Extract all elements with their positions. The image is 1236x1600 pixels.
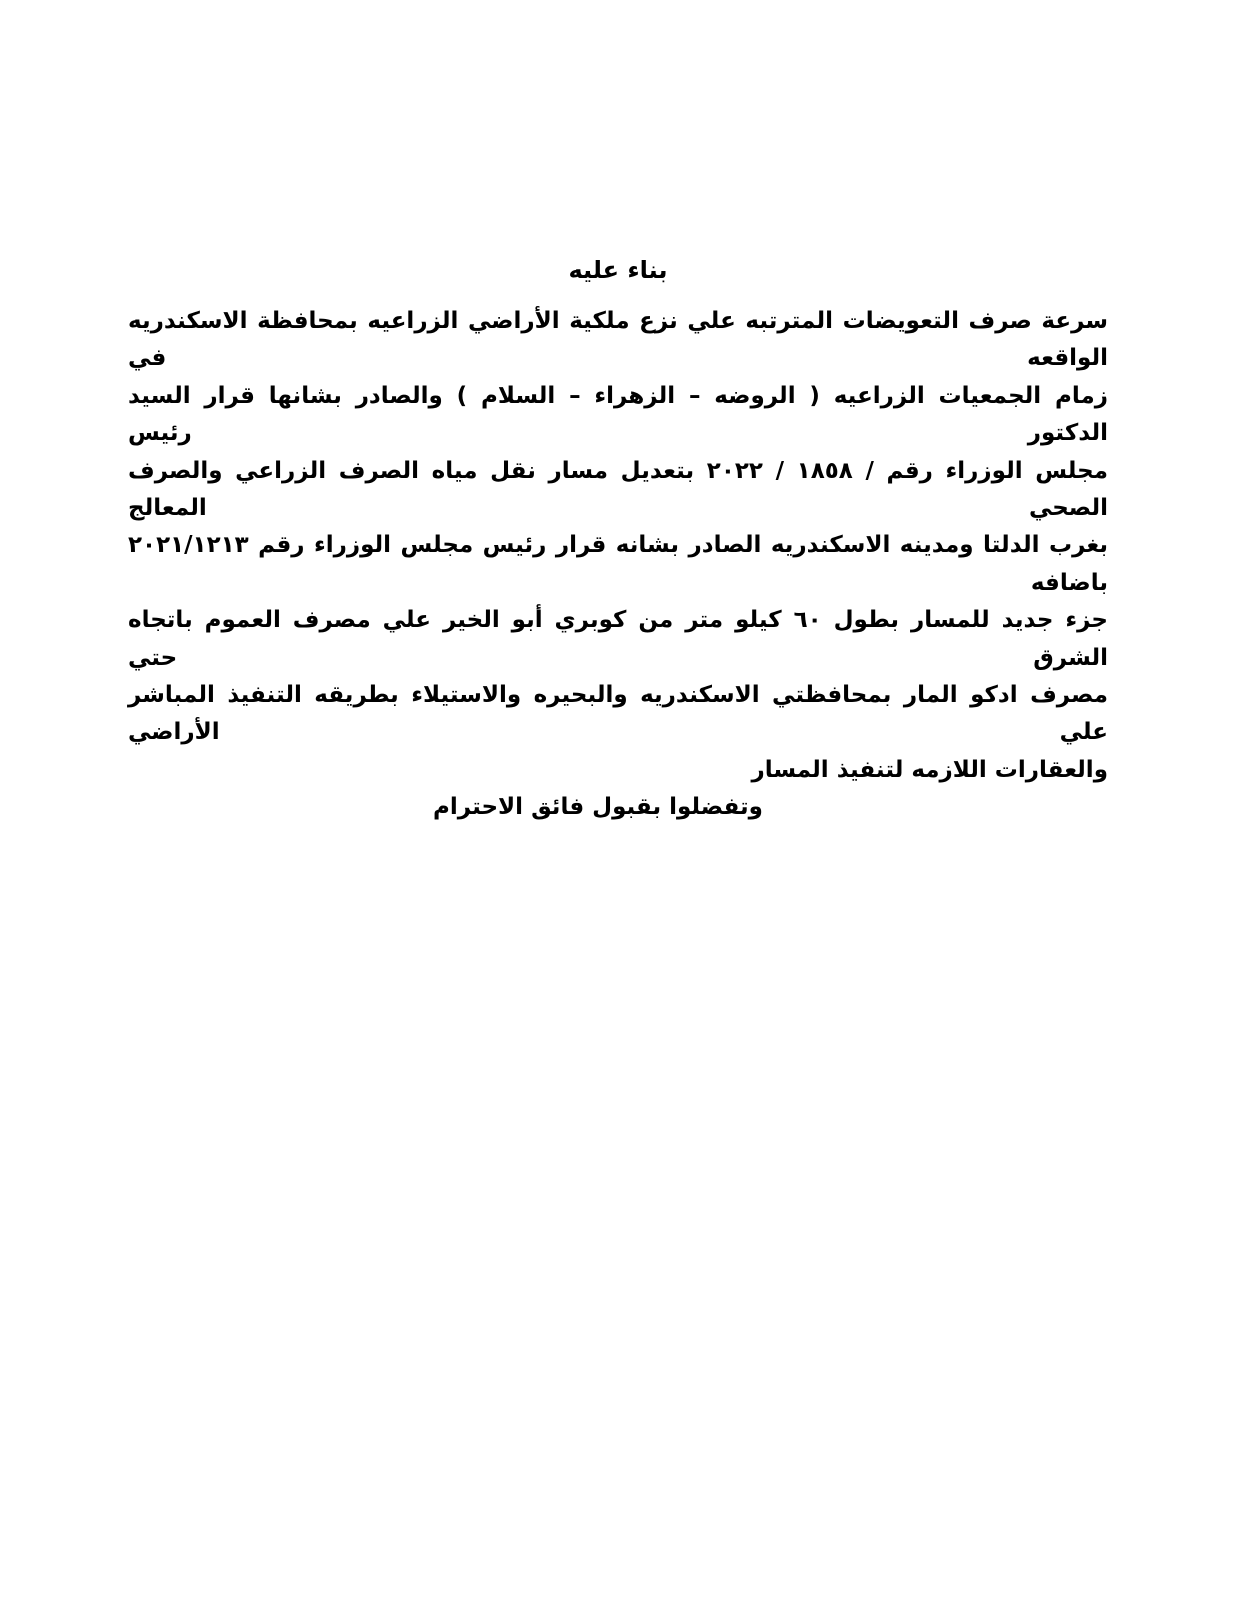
closing-salutation: وتفضلوا بقبول فائق الاحترام	[433, 794, 763, 821]
paragraph-line-4: بغرب الدلتا ومدينه الاسكندريه الصادر بشانه قرار رئيس مجلس الوزراء رقم ٢٠٢١/١٢١٣ باضافه	[128, 532, 1108, 596]
paragraph-line-5: جزء جديد للمسار بطول ٦٠ كيلو متر من كوبري أبو الخير علي مصرف العموم باتجاه الشرق حتي	[128, 607, 1108, 671]
paragraph-line-1: سرعة صرف التعويضات المترتبه علي نزع ملكية الأراضي الزراعيه بمحافظة الاسكندريه الواقعه في	[128, 308, 1108, 372]
paragraph-line-3: مجلس الوزراء رقم / ١٨٥٨ / ٢٠٢٢ بتعديل مسار نقل مياه الصرف الزراعي والصرف الصحي المعالج	[128, 457, 1108, 522]
paragraph-line-6: مصرف ادكو المار بمحافظتي الاسكندريه والبحيره والاستيلاء بطريقه التنفيذ المباشر علي الأراضي	[128, 682, 1108, 746]
paragraph-line-7: والعقارات اللازمه لتنفيذ المسار	[751, 756, 1108, 783]
document-heading: بناء عليه	[568, 256, 668, 284]
paragraph-line-2: زمام الجمعيات الزراعيه ( الروضه – الزهراء – السلام ) والصادر بشانها قرار السيد الدكتور رئيس	[128, 382, 1108, 447]
document-body-paragraph	[128, 303, 1108, 789]
